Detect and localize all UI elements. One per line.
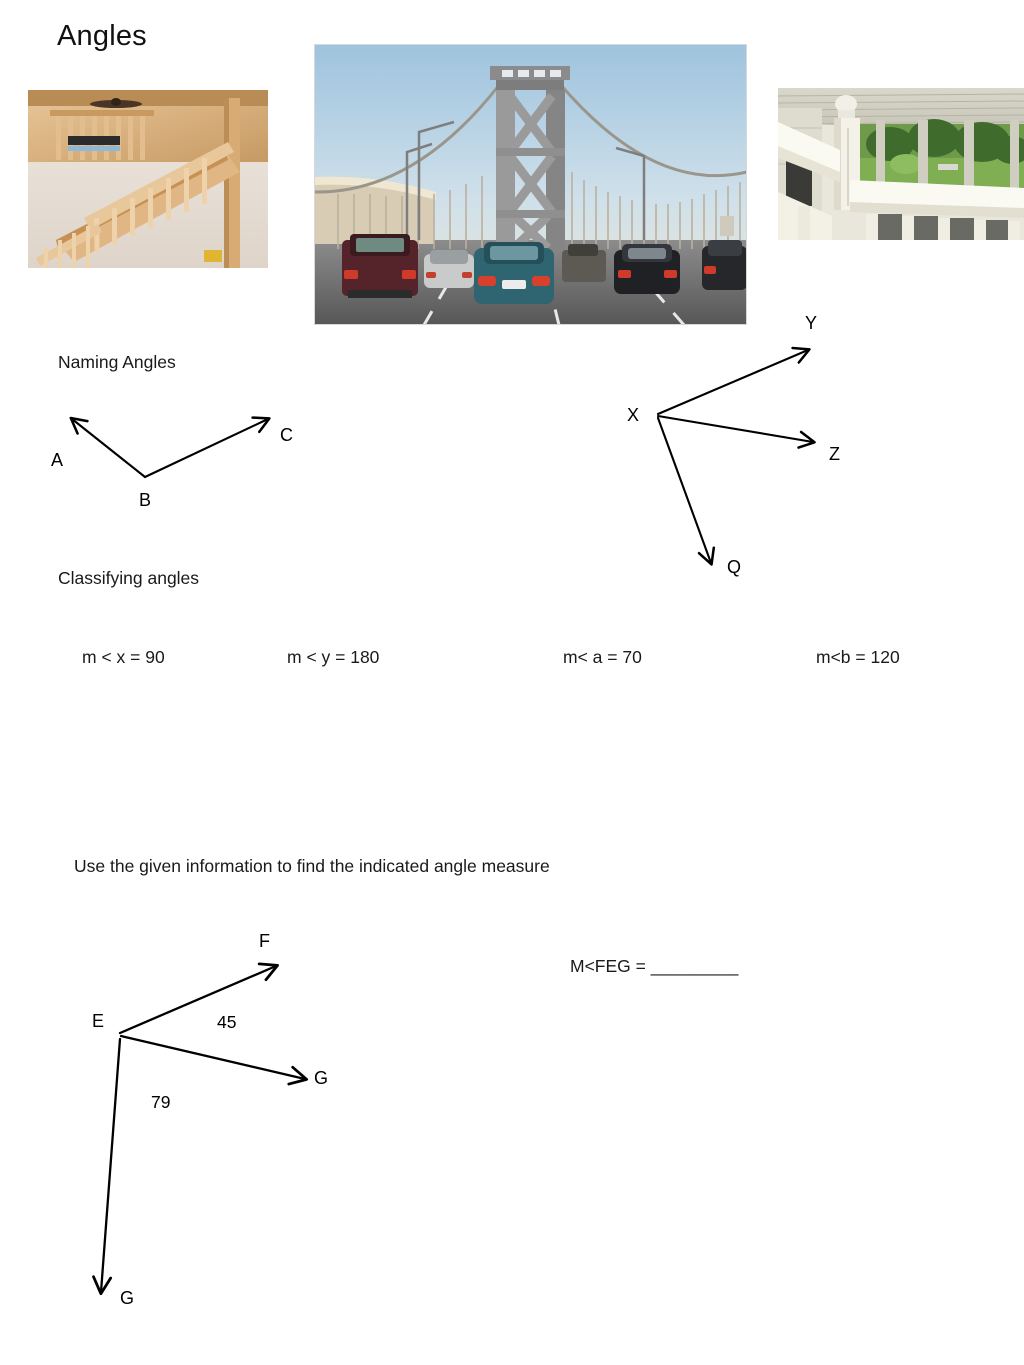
angle-vertex-label-b: B xyxy=(139,490,152,510)
angle-label-q: Q xyxy=(727,557,742,577)
page-title: Angles xyxy=(57,20,147,52)
angle-label-y: Y xyxy=(805,313,818,333)
angle-measure-item: m < y = 180 xyxy=(287,647,380,667)
angle-label-z: Z xyxy=(829,444,840,464)
angle-measure-item: m < x = 90 xyxy=(82,647,165,667)
naming-angles-heading: Naming Angles xyxy=(58,352,176,372)
classifying-angles-heading: Classifying angles xyxy=(58,568,200,588)
find-measure-instruction: Use the given information to find the indicated angle measure xyxy=(74,856,550,876)
angle-label-a: A xyxy=(51,450,64,470)
angle-vertex-label-x: X xyxy=(627,405,640,425)
answer-prompt-feg: M<FEG = _________ xyxy=(570,956,739,976)
angle-value-79: 79 xyxy=(151,1092,171,1112)
angle-label-f: F xyxy=(259,931,270,951)
angle-label-c: C xyxy=(280,425,293,445)
angle-vertex-label-e: E xyxy=(92,1011,105,1031)
angle-value-45: 45 xyxy=(217,1012,237,1032)
angle-label-g-down: G xyxy=(120,1288,135,1308)
angle-measure-item: m< a = 70 xyxy=(563,647,642,667)
angle-label-g-right: G xyxy=(314,1068,329,1088)
angle-measure-item: m<b = 120 xyxy=(816,647,900,667)
